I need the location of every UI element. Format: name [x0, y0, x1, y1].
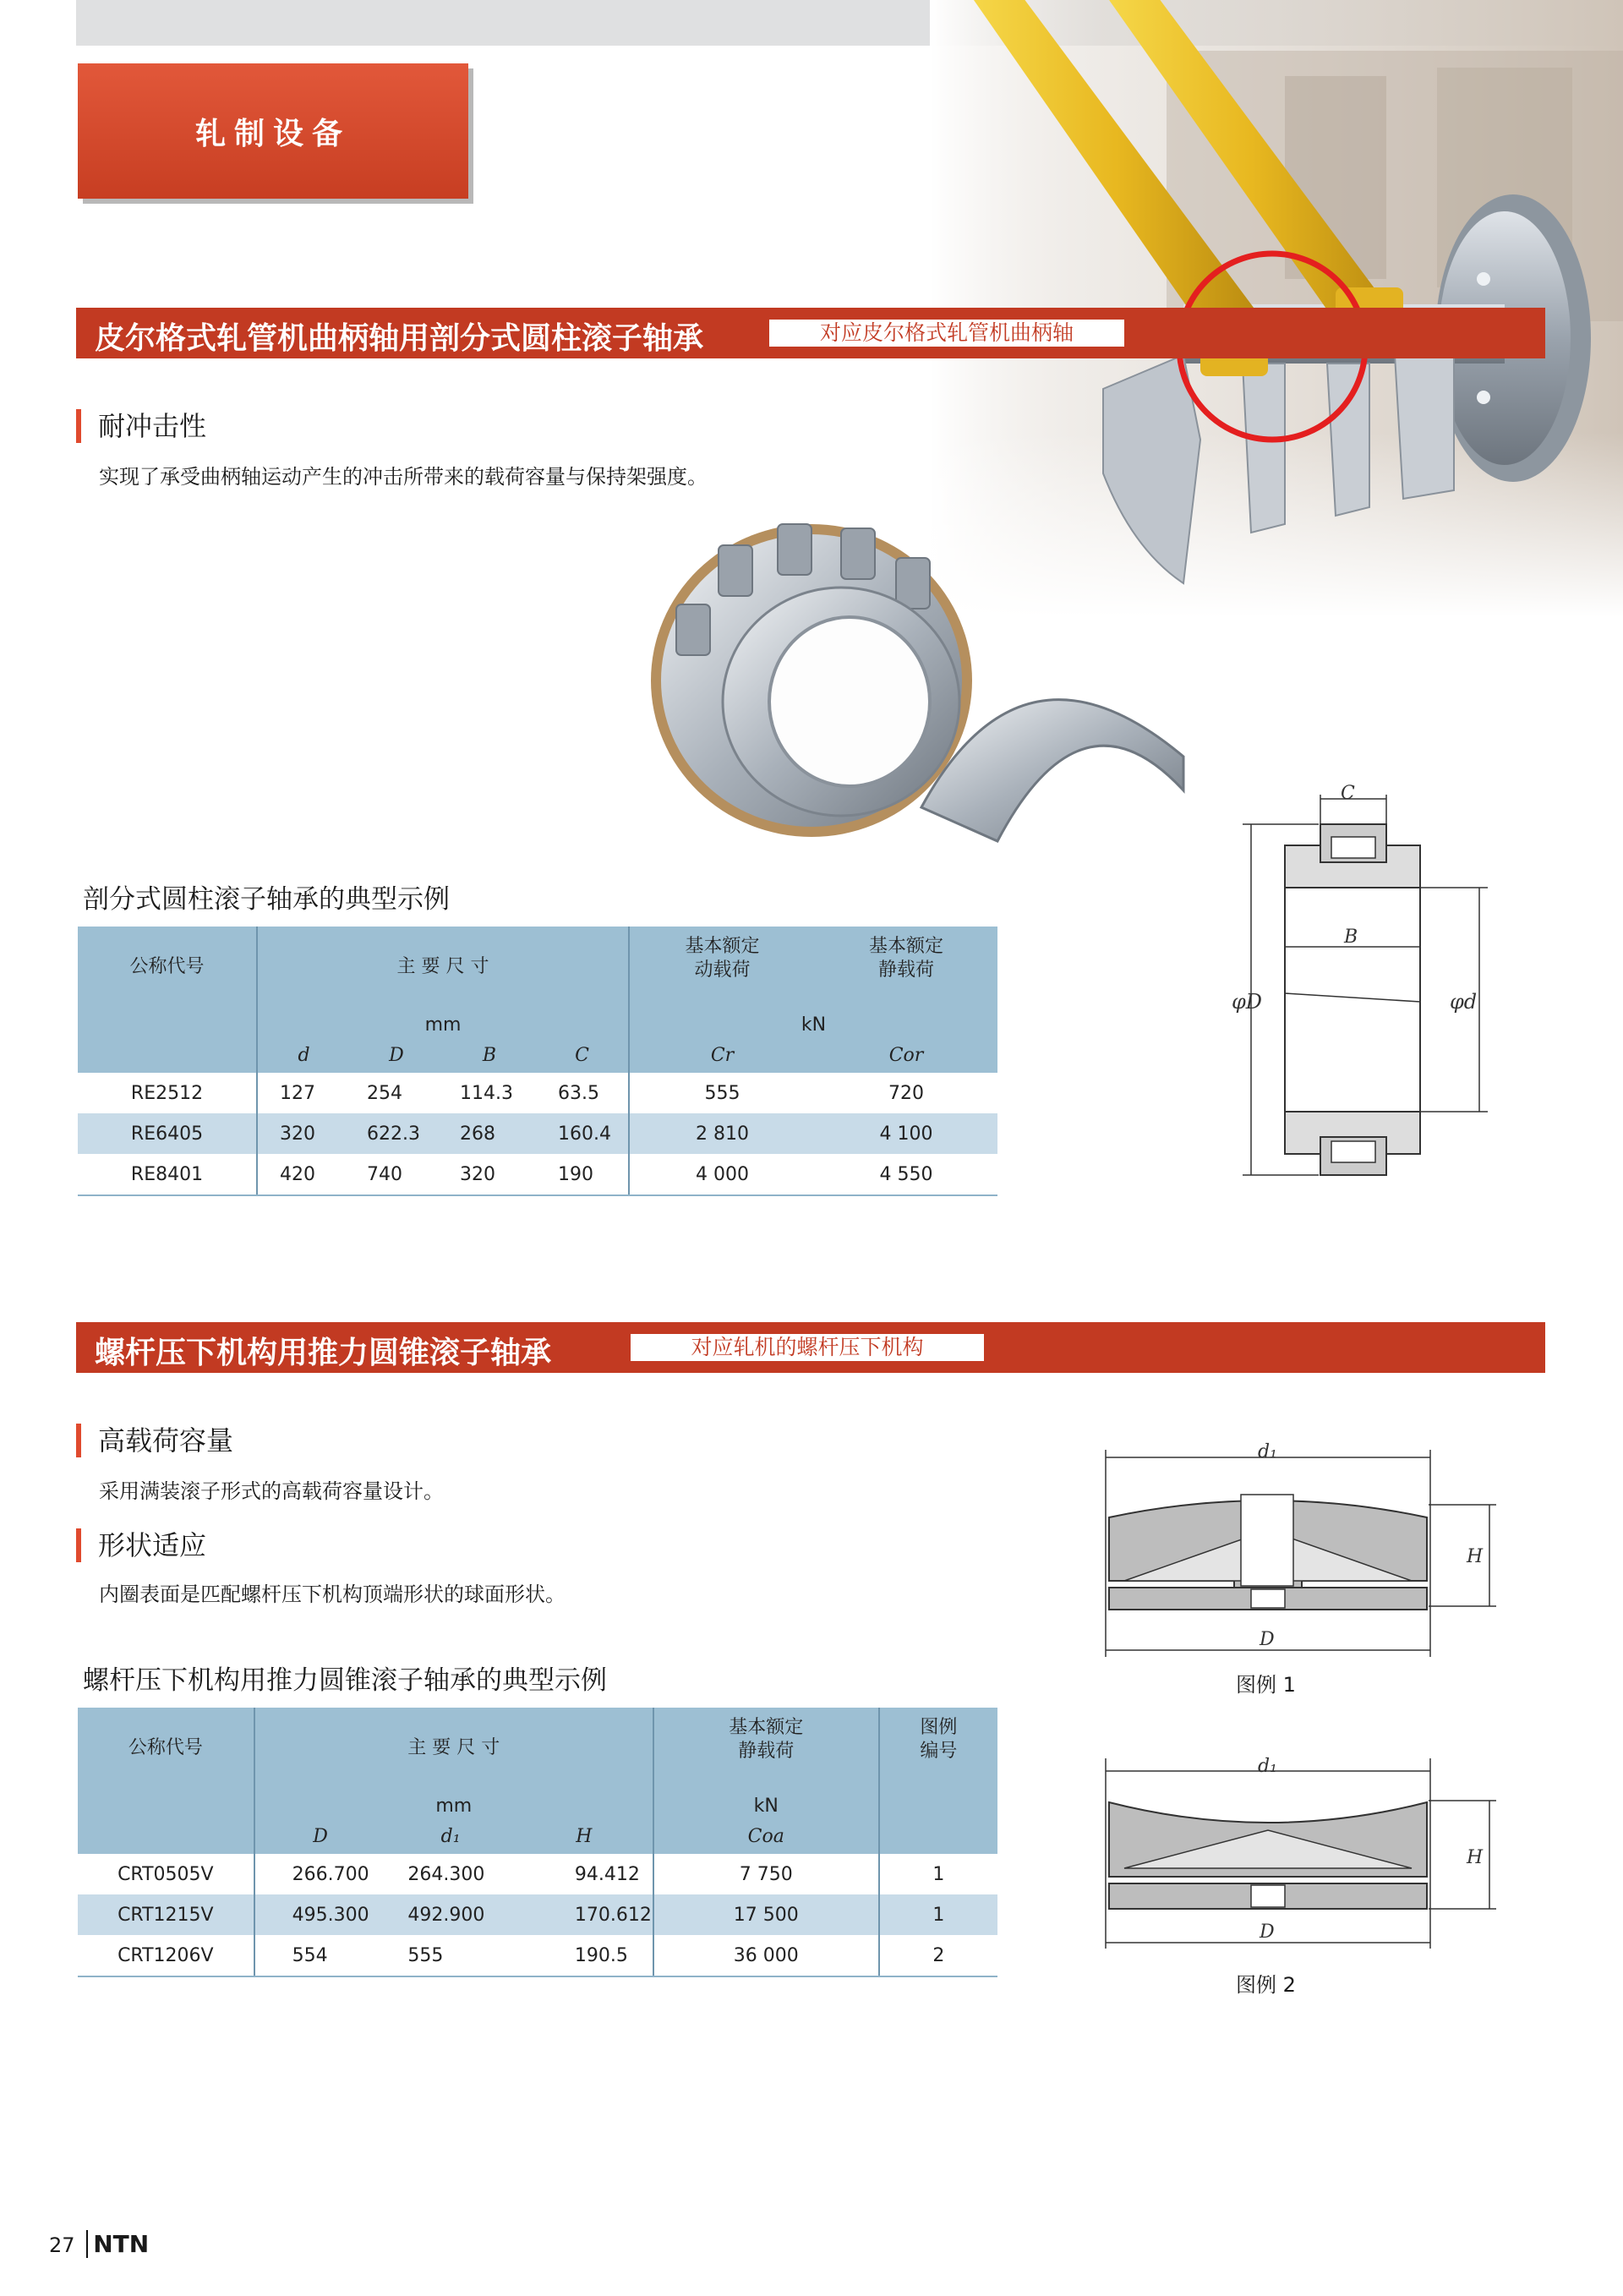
label-phid: φd — [1450, 990, 1478, 1014]
fig2-label-D: D — [1260, 1922, 1275, 1943]
dyn-line-2: 动载荷 — [694, 959, 751, 981]
col-header-static-load — [815, 927, 997, 1012]
label-B: B — [1344, 927, 1358, 948]
cell-D: 254 — [367, 1082, 402, 1104]
stat-line-2: 静载荷 — [877, 959, 934, 981]
thrust-bearing-figure-1 — [1090, 1437, 1505, 1665]
col-sym-d1: d₁ — [385, 1818, 515, 1854]
fig1-label-D: D — [1260, 1629, 1275, 1650]
cell-code: RE8401 — [78, 1154, 257, 1195]
section-title-block — [78, 63, 468, 199]
col-sym-Cr: Cr — [629, 1037, 815, 1073]
cell-d1: 555 — [385, 1935, 515, 1976]
cell-Cor: 4 100 — [815, 1113, 997, 1154]
stat-line-1: 基本额定 — [868, 936, 943, 957]
figure-1-caption: 图例 1 — [1236, 1673, 1296, 1697]
section1-header-bar — [76, 308, 1545, 358]
cell-Cr: 555 — [629, 1073, 815, 1113]
cell-d1: 264.300 — [407, 1863, 485, 1885]
section-title: 轧制设备 — [194, 116, 351, 151]
section1-title: 皮尔格式轧管机曲柄轴用剖分式圆柱滚子轴承 — [95, 321, 704, 356]
table-row — [78, 1154, 997, 1195]
col-sym-C: C — [536, 1037, 629, 1073]
col-sym-empty — [78, 1037, 257, 1073]
cell-B: 114.3 — [460, 1082, 513, 1104]
section1-table-title: 剖分式圆柱滚子轴承的典型示例 — [83, 884, 450, 915]
cell-fig: 1 — [879, 1854, 997, 1894]
cell-d: 127 — [257, 1073, 350, 1113]
figure-2-caption: 图例 2 — [1236, 1973, 1296, 1997]
cell-B: 268 — [443, 1113, 536, 1154]
page-footer — [49, 2230, 149, 2258]
unit-mm: mm — [257, 1012, 629, 1037]
col-header-dynamic-load — [629, 927, 815, 1012]
cell-C: 63.5 — [558, 1082, 599, 1104]
cell-d: 420 — [257, 1154, 350, 1195]
col-sym-B: B — [443, 1037, 536, 1073]
stat-line-1: 基本额定 — [729, 1717, 804, 1738]
label-phiD: φD — [1232, 990, 1263, 1014]
col-header-figure-no — [879, 1708, 997, 1854]
col-header-static-load — [653, 1708, 879, 1793]
cell-fig: 1 — [879, 1894, 997, 1935]
section2-tag: 对应轧机的螺杆压下机构 — [631, 1334, 984, 1361]
table-row — [78, 1935, 997, 1976]
cell-B: 320 — [443, 1154, 536, 1195]
unit-mm: mm — [254, 1793, 653, 1818]
cell-D: 622.3 — [350, 1113, 443, 1154]
cell-code: RE2512 — [130, 1082, 204, 1104]
fig-line-2: 编号 — [920, 1741, 958, 1762]
cell-Coa: 17 500 — [653, 1894, 879, 1935]
feature-shape-title: 形状适应 — [76, 1528, 206, 1562]
cell-code: CRT1215V — [78, 1894, 254, 1935]
feature-high-load-desc: 采用满装滚子形式的高载荷容量设计。 — [99, 1479, 444, 1503]
cell-D: 740 — [350, 1154, 443, 1195]
col-header-code: 公称代号 — [78, 927, 257, 1037]
cell-code: CRT0505V — [117, 1863, 214, 1885]
table-row — [78, 1854, 997, 1894]
cell-H: 94.412 — [574, 1863, 640, 1885]
section1-tag: 对应皮尔格式轧管机曲柄轴 — [769, 320, 1124, 347]
fig-line-1: 图例 — [920, 1717, 958, 1738]
cell-C: 160.4 — [536, 1113, 629, 1154]
col-header-dims: 主 要 尺 寸 — [257, 927, 629, 1012]
col-header-code: 公称代号 — [78, 1708, 254, 1818]
cell-D: 266.700 — [254, 1854, 386, 1894]
stat-line-2: 静载荷 — [738, 1741, 795, 1762]
table-row — [78, 1073, 997, 1113]
section2-table-title: 螺杆压下机构用推力圆锥滚子轴承的典型示例 — [83, 1665, 607, 1696]
fig1-label-H: H — [1467, 1546, 1484, 1567]
cell-Cor: 4 550 — [815, 1154, 997, 1195]
split-bearing-section-diagram — [1192, 774, 1505, 1188]
label-C: C — [1341, 783, 1355, 804]
unit-kn: kN — [653, 1793, 879, 1818]
page-number: 27 — [49, 2233, 75, 2257]
cell-code: CRT1206V — [78, 1935, 254, 1976]
cell-d1: 492.900 — [385, 1894, 515, 1935]
cell-code: RE6405 — [78, 1113, 257, 1154]
cell-Coa: 36 000 — [653, 1935, 879, 1976]
fig2-label-d1: d₁ — [1258, 1756, 1277, 1777]
cell-C: 190 — [536, 1154, 629, 1195]
col-sym-Coa: Coa — [653, 1818, 879, 1854]
cell-Coa: 7 750 — [653, 1854, 879, 1894]
cell-H: 190.5 — [516, 1935, 653, 1976]
section2-spec-table — [78, 1708, 997, 1977]
cell-Cr: 4 000 — [629, 1154, 815, 1195]
fig1-label-d1: d₁ — [1258, 1441, 1277, 1462]
col-sym-d: d — [257, 1037, 350, 1073]
table-row — [78, 1113, 997, 1154]
cell-Cr: 2 810 — [629, 1113, 815, 1154]
cell-H: 170.612 — [516, 1894, 653, 1935]
unit-kn: kN — [629, 1012, 997, 1037]
col-sym-empty — [78, 1818, 254, 1854]
dyn-line-1: 基本额定 — [685, 936, 760, 957]
thrust-bearing-figure-2 — [1090, 1750, 1505, 1953]
cell-D: 495.300 — [254, 1894, 386, 1935]
col-sym-Cor: Cor — [815, 1037, 997, 1073]
cell-D: 554 — [254, 1935, 386, 1976]
feature-shape-desc: 内圈表面是匹配螺杆压下机构顶端形状的球面形状。 — [99, 1583, 566, 1606]
feature-high-load-title: 高载荷容量 — [76, 1424, 233, 1457]
feature-impact-desc: 实现了承受曲柄轴运动产生的冲击所带来的载荷容量与保持架强度。 — [99, 465, 708, 489]
table-row — [78, 1894, 997, 1935]
split-bearing-image — [642, 511, 1217, 892]
section2-title: 螺杆压下机构用推力圆锥滚子轴承 — [95, 1336, 552, 1370]
feature-impact-title: 耐冲击性 — [76, 409, 206, 443]
section1-spec-table — [78, 927, 997, 1196]
col-sym-D: D — [350, 1037, 443, 1073]
col-sym-D: D — [254, 1818, 386, 1854]
col-sym-H: H — [516, 1818, 653, 1854]
section2-header-bar — [76, 1322, 1545, 1373]
brand-logo: NTN — [86, 2230, 149, 2258]
col-header-dims: 主 要 尺 寸 — [254, 1708, 653, 1793]
cell-Cor: 720 — [888, 1082, 924, 1104]
cell-d: 320 — [257, 1113, 350, 1154]
cell-fig: 2 — [879, 1935, 997, 1976]
fig2-label-H: H — [1467, 1847, 1484, 1868]
